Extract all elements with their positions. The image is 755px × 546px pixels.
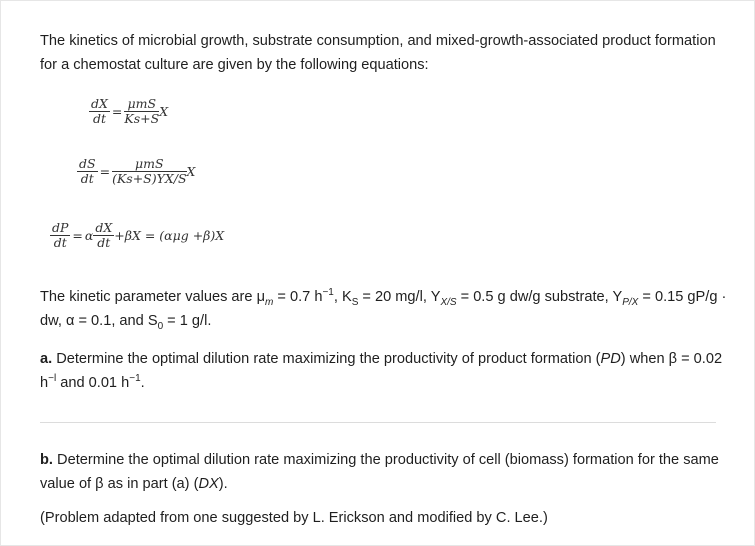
equation-substrate: $\frac{dS}{dt}$ = $\frac{\text{μmS}}{(Ks+S)YX/S}$ X xyxy=(79,156,196,186)
eq1-lhs-den: dt xyxy=(92,111,106,126)
eq3-mid-num: dX xyxy=(95,220,113,235)
eq2-lhs-num: dS xyxy=(79,156,96,171)
eq3-mid xyxy=(93,221,114,250)
eq1-tail: X xyxy=(159,104,169,119)
eq1-rhs-den: Ks+S xyxy=(124,111,160,126)
question-part-a: a. Determine the optimal dilution rate maximizing the productivity of product formation (PD) when β = 0.02 $h^{-l}$ and 0.01 $h^{-1}$. xyxy=(40,351,723,391)
eq3-tail: +βX = (αμg +β)X xyxy=(114,228,225,243)
section-divider xyxy=(40,422,716,423)
intro-paragraph: The kinetics of microbial growth, substrate consumption, and mixed-growth-associated product formation for a chemostat culture are given by the following equations: xyxy=(40,33,716,73)
eq1-lhs xyxy=(89,97,110,126)
parameter-values: The kinetic parameter values are $\mu_m = 0.7$ $h^{-1}$, $K_S = 20$ mg/l, $Y_{X/S} = 0.5$ g dw/g substrate, $Y_{P/X} = 0.15$ gP/g · dw, α = 0.1, and $S_0 = 1$ g/l. xyxy=(40,287,727,332)
eq3-lhs-num: dP xyxy=(52,220,69,235)
eq3-mid-den: dt xyxy=(97,235,111,250)
eq3-lhs-den: dt xyxy=(53,235,67,250)
eq2-rhs-den: (Ks+S)YX/S xyxy=(112,171,187,186)
eq2-rhs-num: μmS xyxy=(112,157,186,172)
question-part-b: b. Determine the optimal dilution rate maximizing the productivity of cell (biomass) formation for the same value of β as in part (a) (DX). xyxy=(40,452,719,492)
eq1-rhs xyxy=(124,97,159,126)
eq3-alpha: α xyxy=(84,228,94,243)
part-b-label: b. xyxy=(40,452,53,468)
eq2-tail: X xyxy=(186,164,196,179)
equation-growth: $\frac{dX}{dt}$ = $\frac{\text{μmS}}{Ks+S}$ X xyxy=(91,96,169,126)
eq3-lhs xyxy=(50,221,70,250)
eq1-rhs-num: μmS xyxy=(124,97,159,112)
eq2-lhs-den: dt xyxy=(80,171,94,186)
eq2-lhs xyxy=(77,157,98,186)
equation-product: $\frac{dP}{dt}$ = α $\frac{dX}{dt}$ +βX = (αμg +β)X xyxy=(52,220,225,250)
eq1-lhs-num: dX xyxy=(91,96,108,111)
eq2-rhs xyxy=(112,157,186,186)
part-a-label: a. xyxy=(40,351,53,367)
source-note: (Problem adapted from one suggested by L. Erickson and modified by C. Lee.) xyxy=(40,510,548,526)
